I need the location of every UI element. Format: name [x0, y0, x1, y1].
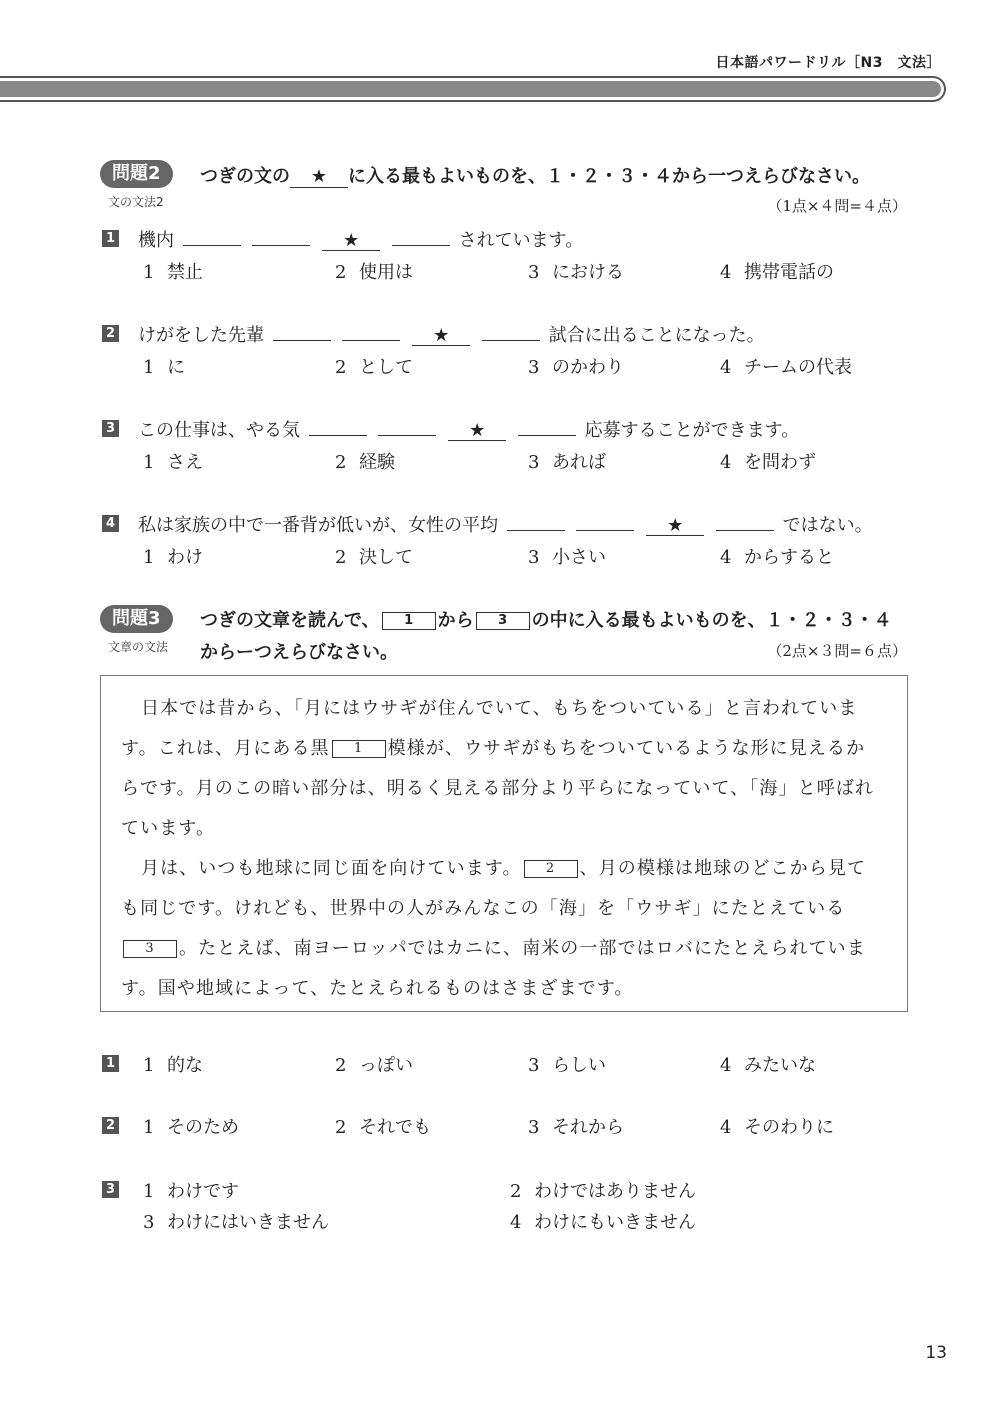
option-text: そのわりに: [744, 1117, 834, 1138]
mondai2-score: （1点×４問=４点）: [767, 197, 907, 215]
option-number: 4: [720, 1117, 732, 1138]
option[interactable]: [528, 1113, 624, 1139]
option-number: 2: [335, 547, 347, 568]
passage-line: らです。月のこの暗い部分は、明るく見える部分より平らになっていて、「海」と呼ばれ: [121, 778, 875, 799]
option[interactable]: [720, 543, 834, 569]
option[interactable]: [528, 1051, 606, 1077]
passage-line: す。国や地域によって、たとえられるものはさまざまです。: [121, 978, 634, 999]
option[interactable]: [335, 258, 413, 284]
question-number: 3: [102, 420, 119, 437]
passage-text: 月は、いつも地球に同じ面を向けています。: [141, 858, 522, 879]
option[interactable]: [143, 1208, 329, 1234]
passage-line: [121, 734, 865, 760]
question-pre: この仕事は、やる気: [138, 420, 300, 441]
mondai2-label: 問題2: [100, 160, 173, 188]
option-text: のかわり: [552, 357, 624, 378]
option-number: 3: [528, 357, 540, 378]
option-number: 2: [335, 452, 347, 473]
option-text: わけにもいきません: [534, 1212, 696, 1233]
option[interactable]: [143, 543, 203, 569]
star-blank: ★: [290, 166, 348, 188]
option-number: 2: [510, 1181, 522, 1202]
option-number: 3: [528, 452, 540, 473]
option-number: 2: [335, 1117, 347, 1138]
option-number: 3: [143, 1212, 155, 1233]
option[interactable]: [143, 1177, 239, 1203]
question-1-text: [138, 226, 583, 252]
mondai2-sub: 文の文法2: [108, 195, 164, 209]
passage-line: [121, 934, 866, 960]
option-text: チームの代表: [744, 357, 852, 378]
option[interactable]: [335, 543, 413, 569]
option[interactable]: [335, 1113, 431, 1139]
option-text: 小さい: [552, 547, 606, 568]
option[interactable]: [720, 353, 852, 379]
page-number: 13: [925, 1343, 947, 1363]
passage-blank-2[interactable]: 2: [524, 860, 578, 878]
question-4-text: [138, 511, 873, 537]
option-number: 4: [720, 1055, 732, 1076]
answer-blank[interactable]: [576, 512, 634, 531]
option[interactable]: [528, 543, 606, 569]
book-title: 日本語パワードリル［N3 文法］: [715, 55, 941, 71]
mondai3-instruction: [200, 606, 892, 632]
mondai2-instruction: [200, 162, 870, 188]
option[interactable]: [143, 448, 203, 474]
option-text: わけです: [167, 1181, 239, 1202]
option[interactable]: [720, 258, 834, 284]
option-text: わけ: [167, 547, 203, 568]
option-text: からすると: [744, 547, 834, 568]
option-number: 1: [143, 357, 155, 378]
passage-line: 日本では昔から、「月にはウサギが住んでいて、もちをついている」と言われていま: [141, 698, 858, 719]
option[interactable]: [510, 1177, 696, 1203]
option-number: 2: [335, 357, 347, 378]
option[interactable]: [720, 1051, 816, 1077]
option-text: に: [167, 357, 185, 378]
option-text: それから: [552, 1117, 624, 1138]
passage-text: す。これは、月にある黒: [121, 738, 330, 759]
option[interactable]: [143, 1113, 239, 1139]
header-bar: [0, 76, 946, 102]
passage-text: 、月の模様は地球のどこから見て: [579, 858, 867, 879]
mondai3-instruction-line2: からーつえらびなさい。: [200, 642, 398, 663]
option-number: 3: [528, 547, 540, 568]
passage-line: ています。: [121, 818, 216, 839]
option-number: 2: [335, 262, 347, 283]
option-number: 3: [528, 1055, 540, 1076]
question-number: 3: [102, 1181, 119, 1198]
question-number: 1: [102, 1055, 119, 1072]
option-text: らしい: [552, 1055, 606, 1076]
option-text: そのため: [167, 1117, 239, 1138]
option-text: 使用は: [359, 262, 413, 283]
option-number: 4: [720, 357, 732, 378]
option-text: っぽい: [359, 1055, 413, 1076]
answer-blank[interactable]: [392, 227, 450, 246]
answer-blank[interactable]: [507, 512, 565, 531]
option[interactable]: [143, 1051, 203, 1077]
option[interactable]: [335, 1051, 413, 1077]
option-text: さえ: [167, 452, 203, 473]
passage-box: [100, 675, 908, 1012]
mondai3-score: （2点×３問=６点）: [767, 642, 907, 660]
option[interactable]: [143, 353, 185, 379]
answer-blank[interactable]: [342, 322, 400, 341]
option[interactable]: [720, 448, 816, 474]
instruction-b: の中に入る最もよいものを、１・２・３・４: [531, 610, 892, 631]
option[interactable]: [510, 1208, 696, 1234]
question-3-text: [138, 416, 799, 442]
answer-blank[interactable]: [183, 227, 241, 246]
mondai3-label: 問題3: [100, 605, 173, 633]
question-post: 応募することができます。: [584, 420, 800, 441]
star-blank[interactable]: ★: [646, 517, 704, 536]
passage-blank-3[interactable]: 3: [123, 940, 177, 958]
answer-blank[interactable]: [309, 417, 367, 436]
question-pre: 機内: [138, 230, 174, 251]
option-text: 決して: [359, 547, 413, 568]
instruction-a: つぎの文章を読んで、: [200, 610, 380, 631]
answer-blank[interactable]: [378, 417, 436, 436]
option-number: 4: [720, 262, 732, 283]
passage-line: も同じです。けれども、世界中の人がみんなこの「海」を「ウサギ」にたとえている: [121, 898, 846, 919]
option-number: 4: [510, 1212, 522, 1233]
option[interactable]: [720, 1113, 834, 1139]
option-text: みたいな: [744, 1055, 816, 1076]
option[interactable]: [335, 448, 395, 474]
question-post: ではない。: [782, 515, 873, 536]
passage-text: 模様が、ウサギがもちをついているような形に見えるか: [387, 738, 866, 759]
question-number: 1: [102, 230, 119, 247]
option-number: 2: [335, 1055, 347, 1076]
passage-blank-1[interactable]: 1: [332, 740, 386, 758]
mondai3-sub: 文章の文法: [108, 640, 169, 654]
question-number: 2: [102, 1117, 119, 1134]
instruction-pre: つぎの文の: [200, 166, 290, 187]
option-text: わけではありません: [534, 1181, 696, 1202]
answer-blank[interactable]: [252, 227, 310, 246]
question-post: 試合に出ることになった。: [548, 325, 765, 346]
option-number: 1: [143, 1181, 155, 1202]
option-number: 1: [143, 262, 155, 283]
question-number: 4: [102, 515, 119, 532]
option-text: として: [359, 357, 413, 378]
option-number: 1: [143, 1117, 155, 1138]
option-text: あれば: [552, 452, 606, 473]
option-number: 4: [720, 452, 732, 473]
passage-line: [141, 854, 866, 880]
option-text: 携帯電話の: [744, 262, 834, 283]
option[interactable]: [528, 353, 624, 379]
answer-blank[interactable]: [716, 512, 774, 531]
option-text: 禁止: [167, 262, 203, 283]
box-1: 1: [382, 612, 436, 630]
option[interactable]: [528, 448, 606, 474]
option-text: における: [552, 262, 624, 283]
star-blank[interactable]: ★: [322, 232, 380, 251]
question-pre: けがをした先輩: [138, 325, 264, 346]
option-number: 3: [528, 1117, 540, 1138]
answer-blank[interactable]: [273, 322, 331, 341]
option-number: 3: [528, 262, 540, 283]
star-blank[interactable]: ★: [448, 422, 506, 441]
instruction-post: に入る最もよいものを、１・２・３・４から一つえらびなさい。: [348, 166, 870, 187]
question-2-text: [138, 321, 765, 347]
box-3: 3: [476, 612, 530, 630]
option-text: 経験: [359, 452, 395, 473]
instruction-kara: から: [437, 610, 474, 631]
option-text: わけにはいきません: [167, 1212, 329, 1233]
question-pre: 私は家族の中で一番背が低いが、女性の平均: [138, 515, 498, 536]
option-text: を問わず: [744, 452, 816, 473]
option-number: 1: [143, 1055, 155, 1076]
star-blank[interactable]: ★: [412, 327, 470, 346]
question-post: されています。: [458, 230, 584, 251]
option-number: 4: [720, 547, 732, 568]
option-number: 1: [143, 547, 155, 568]
option-number: 1: [143, 452, 155, 473]
option[interactable]: [335, 353, 413, 379]
option-text: それでも: [359, 1117, 431, 1138]
option[interactable]: [528, 258, 624, 284]
answer-blank[interactable]: [482, 322, 540, 341]
passage-text: 。たとえば、南ヨーロッパではカニに、南米の一部ではロバにたとえられていま: [179, 938, 866, 959]
option[interactable]: [143, 258, 203, 284]
option-text: 的な: [167, 1055, 203, 1076]
answer-blank[interactable]: [518, 417, 576, 436]
question-number: 2: [102, 325, 119, 342]
